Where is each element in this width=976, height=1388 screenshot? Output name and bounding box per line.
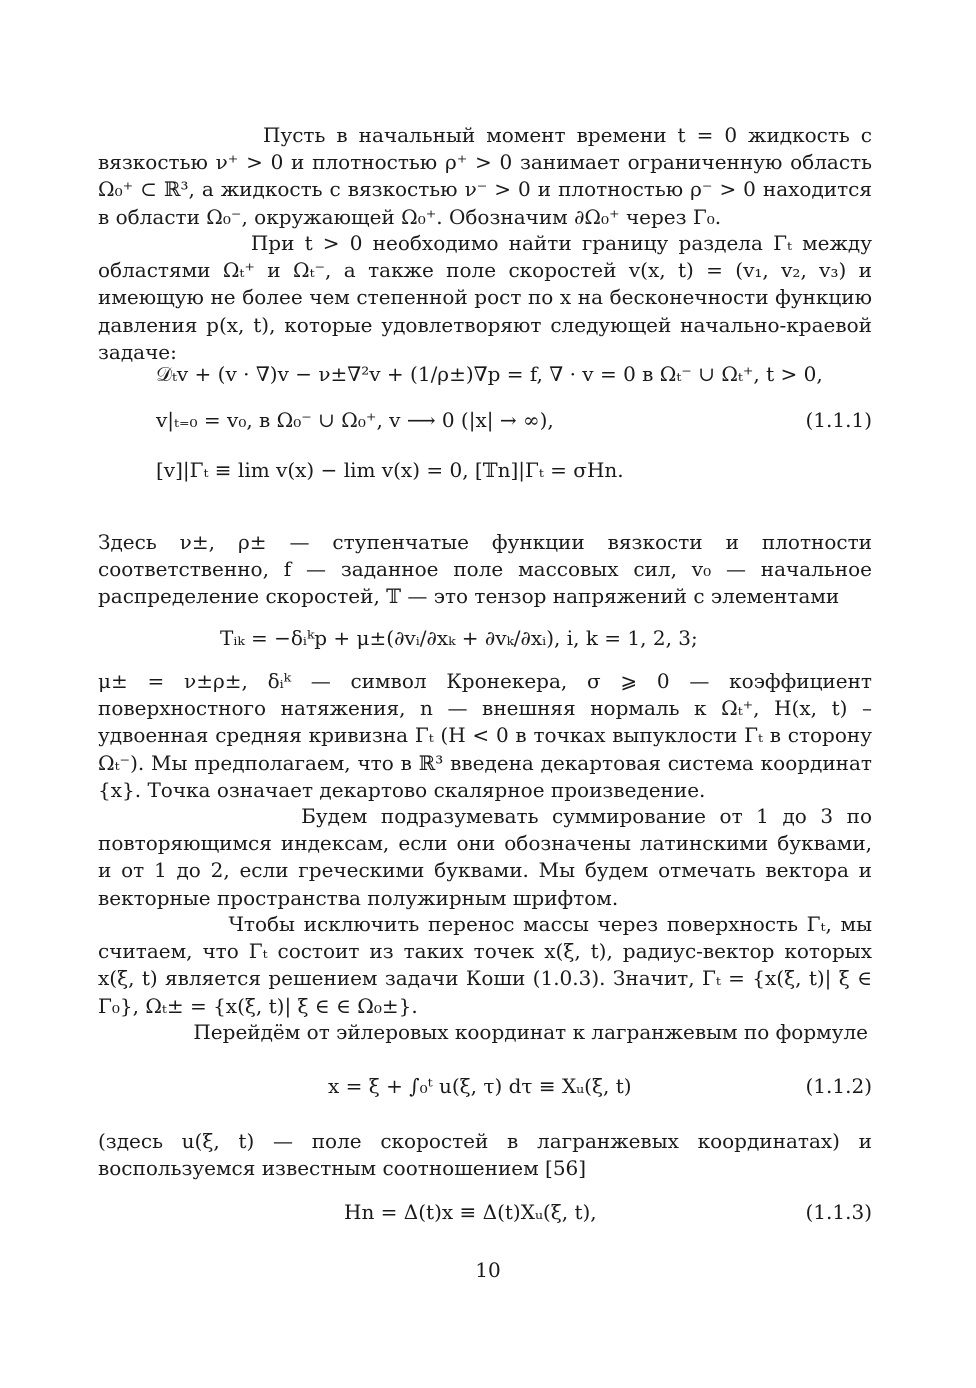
equation-number: (1.1.2): [805, 1074, 872, 1098]
paragraph-problem-statement: При t > 0 необходимо найти границу раздела Γₜ между областями Ωₜ⁺ и Ωₜ⁻, а также поле скоростей v(x, t) = (v₁, v₂, v₃) и имеющую не более чем степенной рост по x на бесконечности функцию давления p(x, t), которые удовлетворяют следующей начально-краевой задаче:: [98, 231, 872, 364]
equation-line-interface-condition: [v]|Γₜ ≡ lim v(x) − lim v(x) = 0, [𝕋n]|Γₜ = σHn.: [156, 458, 624, 482]
paragraph-lagrange-transition: Перейдём от эйлеровых координат к лагранжевым по формуле: [98, 1020, 869, 1044]
page-number: 10: [475, 1258, 501, 1282]
paragraph-initial-state: Пусть в начальный момент времени t = 0 жидкость с вязкостью ν⁺ > 0 и плотностью ρ⁺ > 0 занимает ограниченную область Ω₀⁺ ⊂ ℝ³, а жидкость с вязкостью ν⁻ > 0 и плотностью ρ⁻ > 0 находится в области Ω₀⁻, окружающей Ω₀⁺. Обозначим ∂Ω₀⁺ через Γ₀.: [98, 123, 873, 229]
paragraph-notation: Здесь ν±, ρ± — ступенчатые функции вязкости и плотности соответственно, f — заданное поле массовых сил, v₀ — начальное распределение скоростей, 𝕋 — это тензор напряжений с элементами: [98, 530, 872, 609]
equation-number: (1.1.1): [805, 408, 872, 432]
equation-number: (1.1.3): [805, 1200, 872, 1224]
equation-stress-tensor: Tᵢₖ = −δᵢᵏp + μ±(∂vᵢ/∂xₖ + ∂vₖ/∂xᵢ), i, k = 1, 2, 3;: [220, 626, 698, 650]
equation-line-initial-condition: v|ₜ₌₀ = v₀, в Ω₀⁻ ∪ Ω₀⁺, v ⟶ 0 (|x| → ∞),: [156, 408, 554, 432]
equation-lagrange-coordinates: x = ξ + ∫₀ᵗ u(ξ, τ) dτ ≡ Xᵤ(ξ, t): [328, 1074, 632, 1098]
equation-line-navier-stokes: 𝒟ₜv + (v · ∇)v − ν±∇²v + (1/ρ±)∇p = f, ∇ · v = 0 в Ωₜ⁻ ∪ Ωₜ⁺, t > 0,: [156, 362, 823, 386]
paragraph-velocity-field: (здесь u(ξ, t) — поле скоростей в лагранжевых координатах) и воспользуемся известным соотношением [56]: [98, 1129, 872, 1181]
paragraph-mass-transfer: Чтобы исключить перенос массы через поверхность Γₜ, мы считаем, что Γₜ состоит из таких точек x(ξ, t), радиус-вектор которых x(ξ, t) является решением задачи Коши (1.0.3). Значит, Γₜ = {x(ξ, t)| ξ ∈ Γ₀}, Ωₜ± = {x(ξ, t)| ξ ∈ ∈ Ω₀±}.: [98, 912, 872, 1018]
equation-mean-curvature: Hn = Δ(t)x ≡ Δ(t)Xᵤ(ξ, t),: [344, 1200, 597, 1224]
paragraph-summation-convention: Будем подразумевать суммирование от 1 до 3 по повторяющимся индексам, если они обозначены латинскими буквами, и от 1 до 2, если греческими буквами. Мы будем отмечать вектора и векторные пространства полужирным шрифтом.: [98, 804, 872, 910]
paragraph-definitions: μ± = ν±ρ±, δᵢᵏ — символ Кронекера, σ ⩾ 0 — коэффициент поверхностного натяжения, n — внешняя нормаль к Ωₜ⁺, H(x, t) – удвоенная средняя кривизна Γₜ (H < 0 в точках выпуклости Γₜ в сторону Ωₜ⁻). Мы предполагаем, что в ℝ³ введена декартовая система координат {x}. Точка означает декартово скалярное произведение.: [98, 669, 872, 802]
